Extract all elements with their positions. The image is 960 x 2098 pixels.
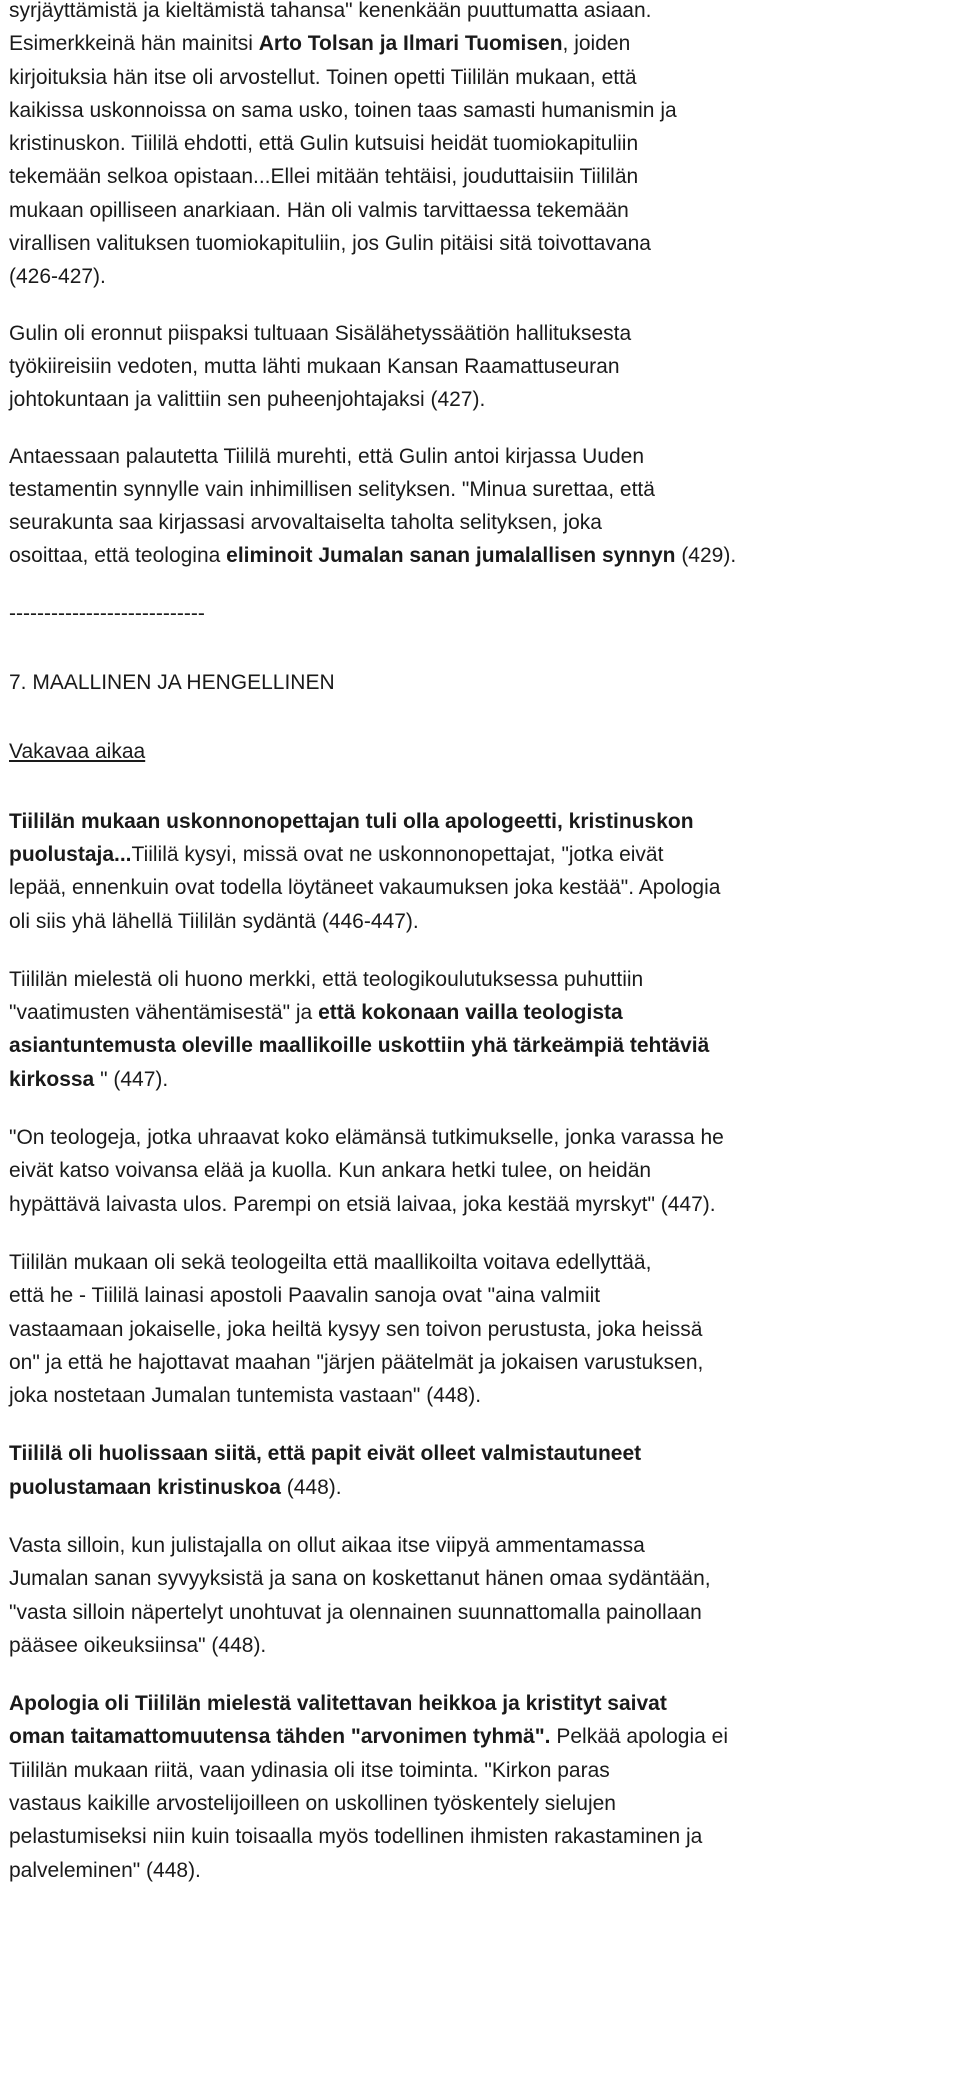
paragraph [9,317,954,417]
document-page [9,0,954,1887]
text-run: (448). [280,1475,342,1499]
text-run: Pelkää apologia ei Tiililän mukaan riitä, vaan ydinasia oli itse toiminta. "Kirkon paras vastaus kaikille arvostelijoilleen on uskollinen työskentely sielujen pelastumiseksi niin kuin toisaalla myös todellinen ihmisten rakastaminen ja palveleminen" (448). [9,1725,728,1882]
paragraph [9,805,954,938]
section-divider: ---------------------------- [9,601,205,625]
text-run: Gulin oli eronnut piispaksi tultuaan Sisälähetyssäätiön hallituksesta työkiireisiin vedoten, mutta lähti mukaan Kansan Raamattuseuran johtokuntaan ja valittiin sen puheenjohtajaksi (427). [9,321,632,412]
text-run: "On teologeja, jotka uhraavat koko elämänsä tutkimukselle, jonka varassa he eivät katso voivansa elää ja kuolla. Kun ankara hetki tulee, on heidän hypättävä laivasta ulos. Parempi on etsiä laivaa, joka kestää myrskyt" (447). [9,1126,724,1216]
text-run: Tiililä kysyi, missä ovat ne uskonnonopettajat, "jotka eivät lepää, ennenkuin ovat todella löytäneet vakaumuksen joka kestää". Apologia oli siis yhä lähellä Tiililän sydäntä (446-447). [9,842,721,933]
paragraph [9,440,954,573]
paragraph [9,1687,954,1887]
bold-text: Arto Tolsan ja Ilmari Tuomisen [258,32,563,56]
text-run: (429). [675,544,737,568]
text-run: syrjäyttämistä ja kieltämistä tahansa" kenenkään puuttumatta asiaan. [9,0,652,22]
bold-text: Tiililä oli huolissaan siitä, että papit eivät olleet valmistautuneet puolustamaan kristinuskoa [9,1442,642,1499]
text-run: " (447). [94,1067,169,1091]
text-run: Antaessaan palautetta Tiililä murehti, että Gulin antoi kirjassa Uuden testamentin synnylle vain inhimillisen selityksen. "Minua surettaa, että seurakunta saa kirjassasi arvovaltaiselta taholta selityksen, joka osoittaa, että teologina [9,444,655,568]
paragraph [9,0,954,294]
paragraph [9,963,954,1096]
bold-text: Apologia oli Tiililän mielestä valitettavan heikkoa ja kristityt saivat oman taitamattomuutensa tähden "arvonimen tyhmä". [9,1692,667,1749]
text-run: Ellei mitään tehtäisi, jouduttaisiin Tiililän mukaan opilliseen anarkiaan. [9,165,639,222]
text-run: Vasta silloin, kun julistajalla on ollut aikaa itse viipyä ammentamassa Jumalan sanan syvyyksistä ja sana on koskettanut hänen omaa sydäntään, "vasta silloin näpertelyt unohtuvat ja olennainen suunnattomalla painollaan pääsee oikeuksiinsa" (448). [9,1533,711,1657]
text-run: Tiililän mukaan oli sekä teologeilta että maallikoilta voitava edellyttää, että he - Tiililä lainasi apostoli Paavalin sanoja ovat "aina valmiit vastaamaan jokaiselle, joka heiltä kysyy sen toivon perustusta, joka heissä on" ja että he hajottavat maahan "järjen päätelmät ja jokaisen varustuksen, joka nostetaan Jumalan tuntemista vastaan" (448). [9,1250,704,1408]
bold-text: eliminoit Jumalan sanan jumalallisen synnyn [226,544,676,568]
text-run: Tiililän mielestä oli huono merkki, että teologikoulutuksessa puhuttiin "vaatimusten vähentämisestä" ja [9,967,644,1025]
text-run: , joiden kirjoituksia hän itse oli arvostellut. Toinen opetti Tiililän mukaan, että kaikissa uskonnoissa on sama usko, toinen taas samasti humanismin ja kristinuskon. Tiililä ehdotti, että Gulin kutsuisi heidät tuomiokapituliin tekemään selkoa opistaan... [9,32,677,189]
text-run: Esimerkkeinä hän mainitsi [9,32,259,56]
text-run: Hän oli valmis tarvittaessa tekemään virallisen valituksen tuomiokapituliin, jos Gulin pitäisi sitä toivottavana (426-427). [9,198,651,289]
paragraph [9,1529,954,1662]
paragraph [9,1246,954,1412]
chapter-title: 7. MAALLINEN JA HENGELLINEN [9,671,335,695]
bold-text: että kokonaan vailla teologista asiantuntemusta oleville maallikoille uskottiin yhä tärkeämpiä tehtäviä kirkossa [9,1001,710,1091]
paragraph [9,1437,954,1504]
bold-text: Tiililän mukaan uskonnonopettajan tuli olla apologeetti, kristinuskon puolustaja... [9,809,694,866]
section-title: Vakavaa aikaa [9,740,146,764]
paragraph [9,1121,954,1221]
